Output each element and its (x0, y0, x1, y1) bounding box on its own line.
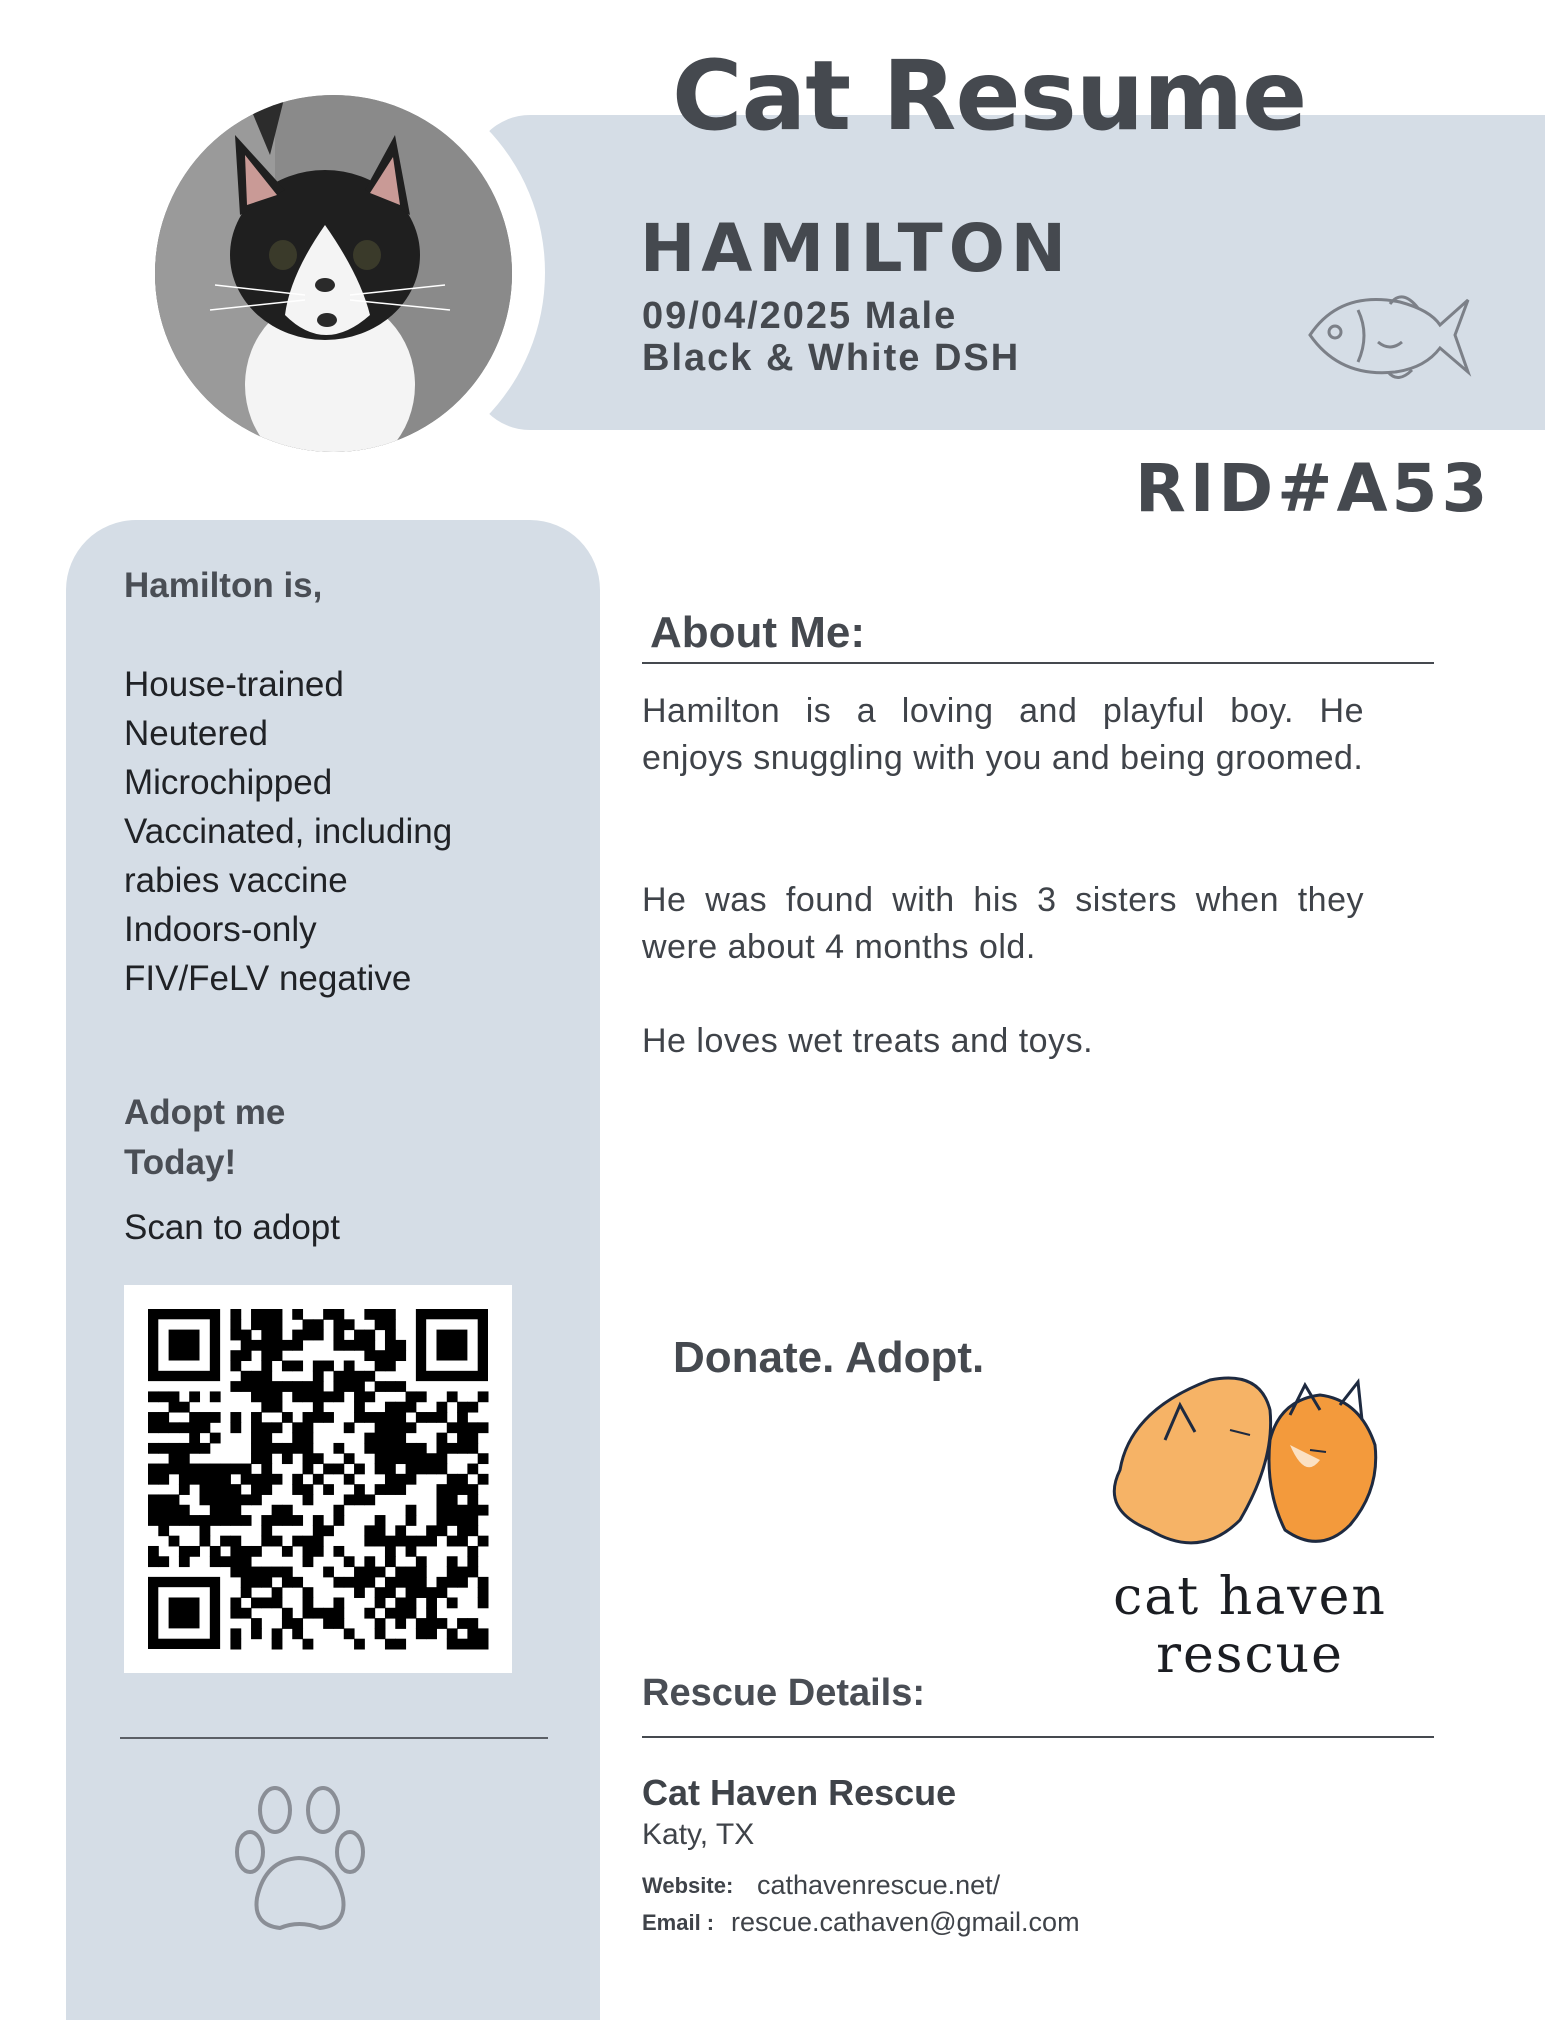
trait-item: Vaccinated, including (124, 812, 453, 851)
rescue-logo-cats (1090, 1370, 1400, 1570)
paw-icon (235, 1780, 365, 1940)
trait-item: Indoors-only (124, 910, 317, 949)
about-divider (642, 662, 1434, 664)
page-title: Cat Resume (672, 40, 1307, 152)
cat-birthdate-sex: 09/04/2025 Male (642, 295, 958, 337)
trait-item: Microchipped (124, 763, 333, 802)
cat-name: HAMILTON (640, 210, 1073, 287)
about-paragraph: He was found with his 3 sisters when they were about 4 months old. (642, 881, 1364, 966)
traits-list (124, 660, 564, 1003)
about-paragraph: Hamilton is a loving and playful boy. He enjoys snuggling with you and being groomed. (642, 692, 1364, 777)
cat-coat: Black & White DSH (642, 337, 1021, 379)
email-label: Email : (642, 1910, 715, 1935)
fish-icon (1300, 280, 1475, 390)
scan-to-adopt-label: Scan to adopt (124, 1208, 340, 1247)
trait-item: Neutered (124, 714, 268, 753)
rescue-id: RID#A53 (1135, 450, 1492, 527)
logo-text-line2: rescue (1156, 1625, 1344, 1685)
adopt-heading-line1: Adopt me (124, 1093, 286, 1132)
traits-heading: Hamilton is, (124, 566, 323, 605)
trait-item: rabies vaccine (124, 861, 348, 900)
website-label: Website: (642, 1873, 734, 1898)
rescue-name: Cat Haven Rescue (642, 1772, 957, 1813)
email-link[interactable]: rescue.cathaven@gmail.com (731, 1907, 1080, 1937)
cat-photo (155, 95, 512, 452)
trait-item: FIV/FeLV negative (124, 959, 412, 998)
website-link[interactable]: cathavenrescue.net/ (757, 1870, 1001, 1900)
qr-code[interactable] (124, 1285, 512, 1673)
donate-adopt-tagline: Donate. Adopt. (673, 1333, 985, 1382)
about-paragraph: He loves wet treats and toys. (642, 1022, 1094, 1060)
about-heading: About Me: (650, 608, 866, 657)
rescue-divider (642, 1736, 1434, 1738)
sidebar-divider (120, 1737, 548, 1739)
trait-item: House-trained (124, 665, 344, 704)
rescue-details-heading: Rescue Details: (642, 1672, 926, 1714)
adopt-heading-line2: Today! (124, 1143, 237, 1182)
logo-text-line1: cat haven (1113, 1567, 1387, 1627)
rescue-location: Katy, TX (642, 1818, 755, 1851)
